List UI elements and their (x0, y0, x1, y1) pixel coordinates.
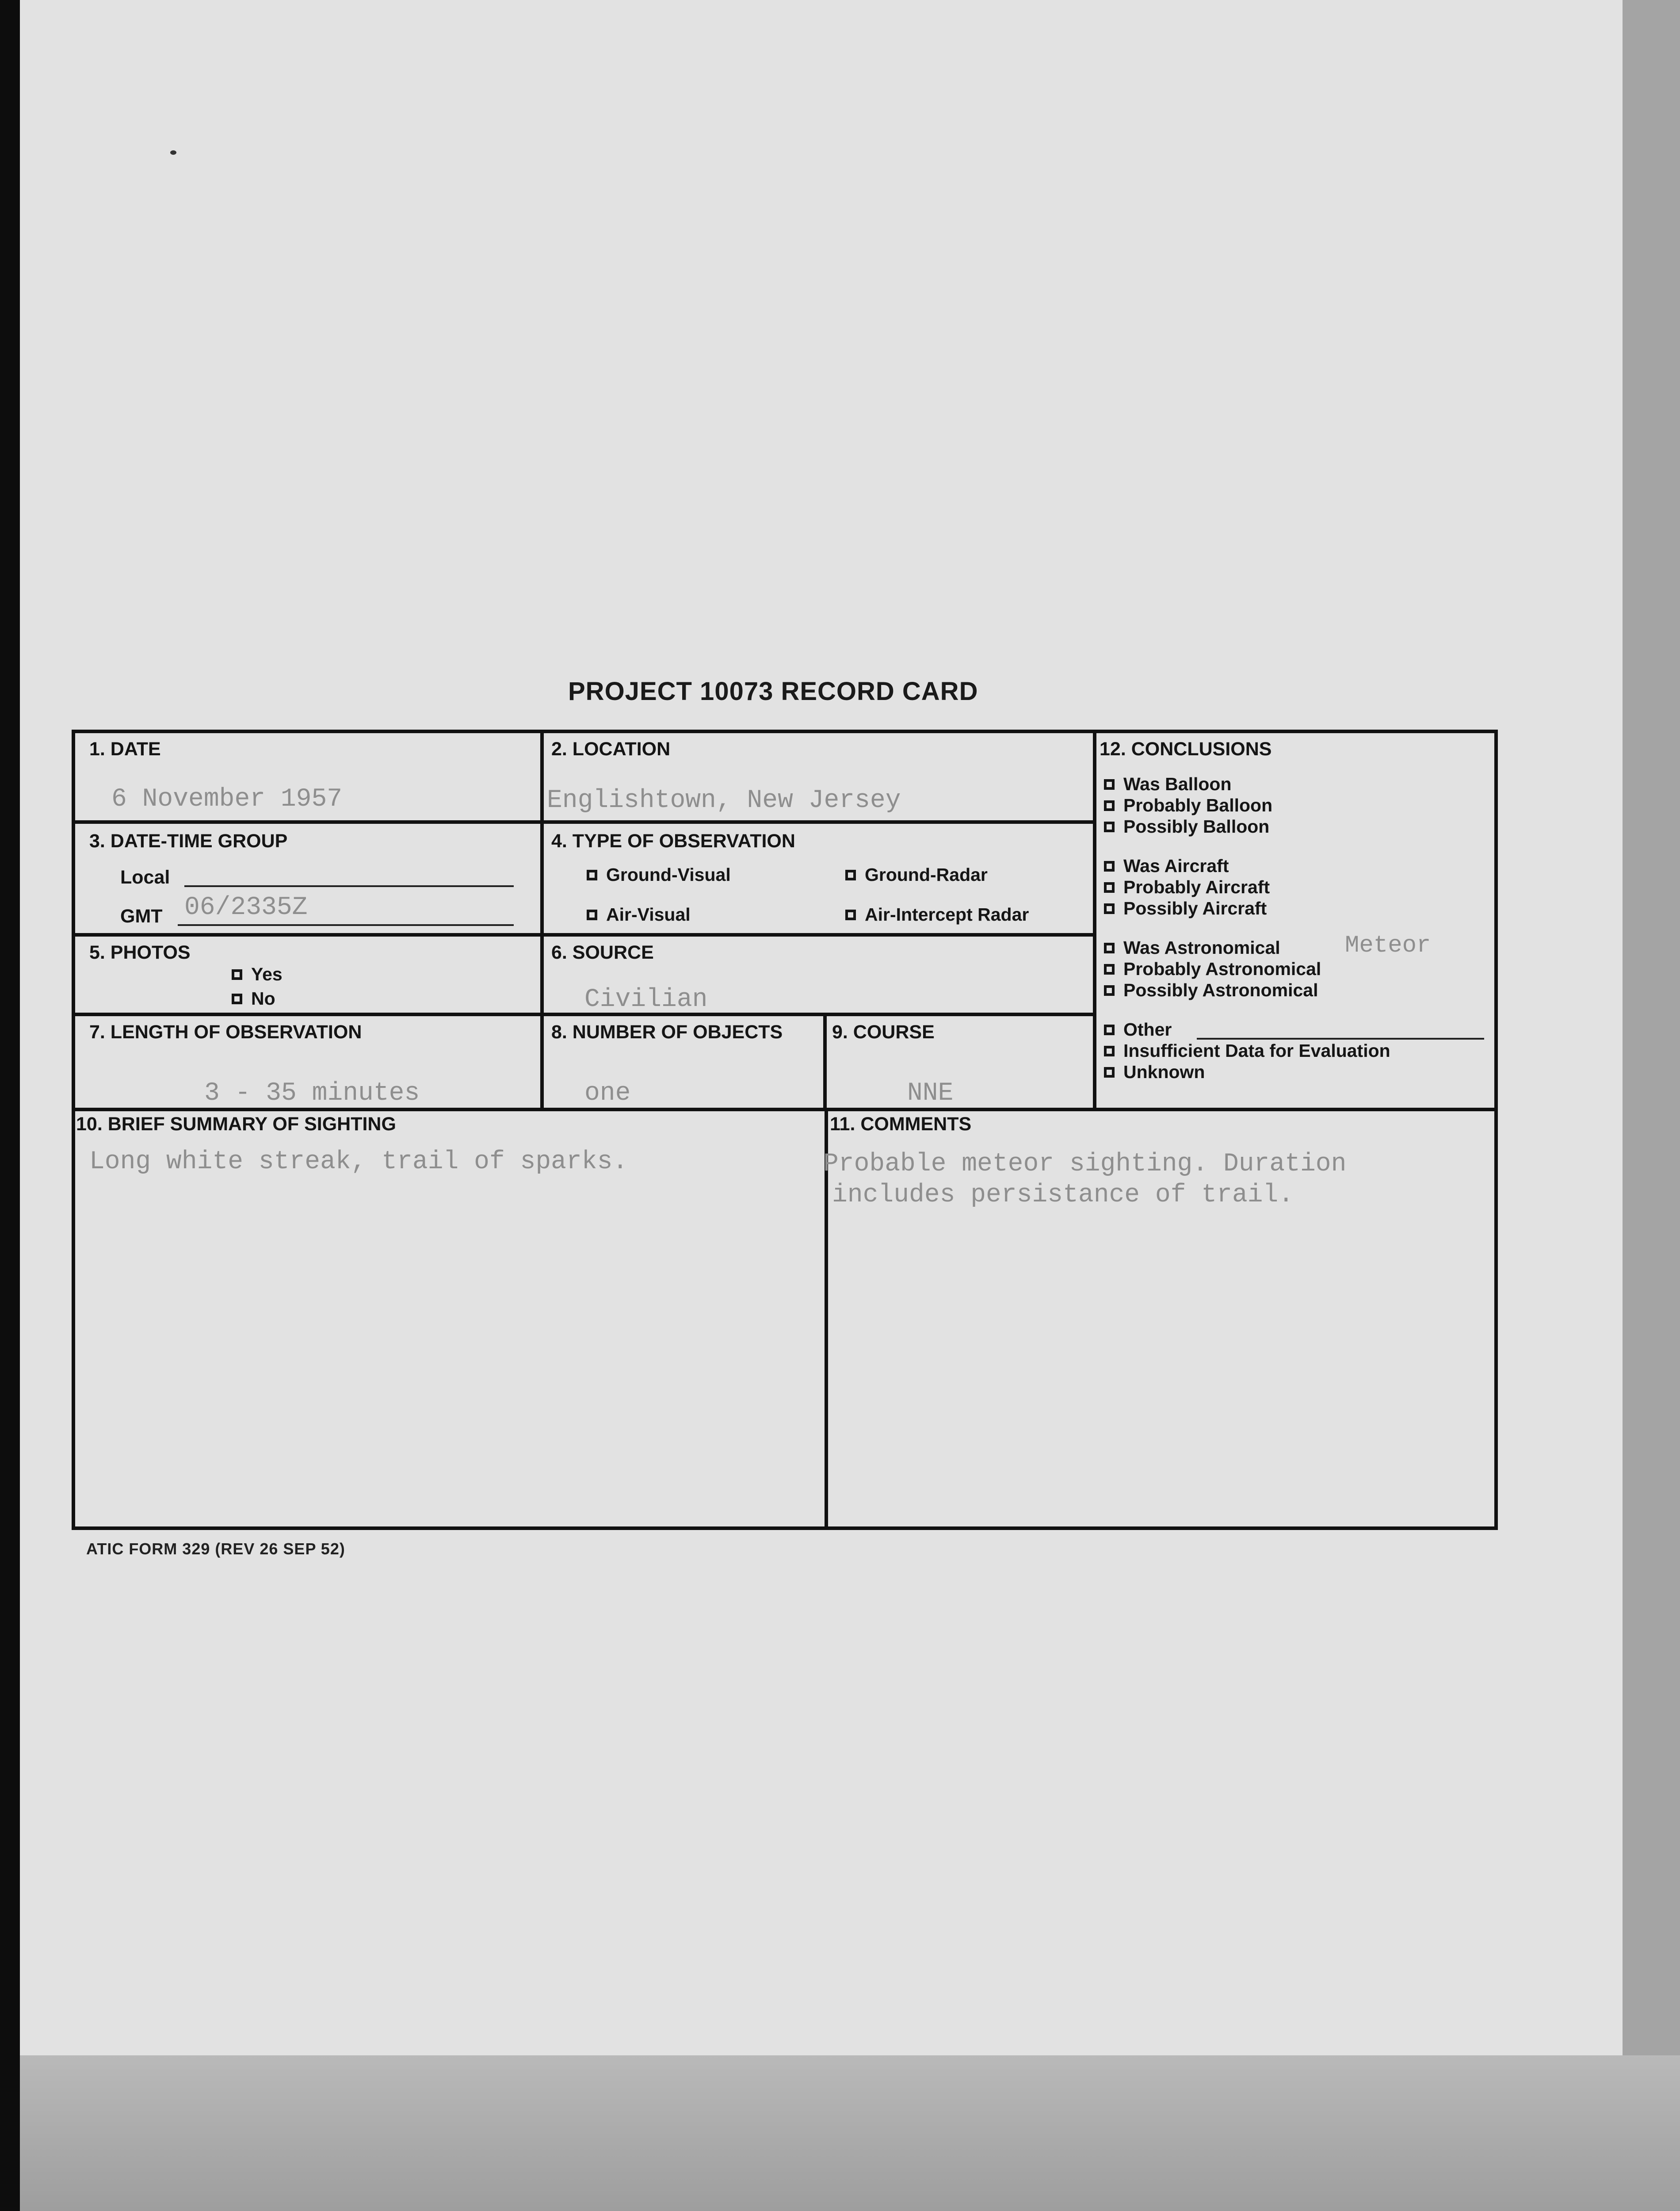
length-of-observation-label: 7. LENGTH OF OBSERVATION (89, 1021, 362, 1043)
checkbox-icon (1104, 1025, 1115, 1035)
comments-line-2: includes persistance of trail. (832, 1181, 1294, 1209)
checkbox-icon (1104, 779, 1115, 790)
course-label: 9. COURSE (832, 1021, 935, 1043)
conclusion-possibly-balloon[interactable]: Possibly Balloon (1104, 816, 1269, 837)
photos-option-yes[interactable]: Yes (232, 964, 283, 985)
type-of-observation-label: 4. TYPE OF OBSERVATION (551, 830, 795, 852)
comments-line-1: Probable meteor sighting. Duration (823, 1150, 1347, 1178)
conclusion-possibly-astronomical[interactable]: Possibly Astronomical (1104, 980, 1318, 1001)
local-label: Local (120, 867, 170, 888)
date-label: 1. DATE (89, 738, 161, 760)
checkbox-icon (845, 870, 856, 880)
record-card-title: PROJECT 10073 RECORD CARD (568, 677, 978, 706)
checkbox-icon (1104, 800, 1115, 811)
conclusion-probably-aircraft[interactable]: Probably Aircraft (1104, 877, 1270, 898)
divider (72, 820, 1093, 824)
observation-option-air-intercept-radar[interactable]: Air-Intercept Radar (845, 904, 1029, 925)
location-label: 2. LOCATION (551, 738, 671, 760)
checkbox-icon (1104, 964, 1115, 975)
conclusion-was-astronomical[interactable]: Was Astronomical (1104, 937, 1280, 958)
other-line (1197, 1038, 1484, 1040)
checkbox-icon (1104, 943, 1115, 953)
checkbox-icon (587, 870, 597, 880)
conclusions-label: 12. CONCLUSIONS (1100, 738, 1272, 760)
brief-summary-label: 10. BRIEF SUMMARY OF SIGHTING (76, 1113, 396, 1135)
number-of-objects-value: one (584, 1079, 631, 1108)
checkbox-icon (587, 910, 597, 920)
gmt-value: 06/2335Z (184, 893, 308, 922)
brief-summary-value: Long white streak, trail of sparks. (89, 1148, 628, 1176)
local-line (184, 885, 514, 887)
divider (72, 1108, 1498, 1111)
date-time-group-label: 3. DATE-TIME GROUP (89, 830, 288, 852)
observation-option-ground-radar[interactable]: Ground-Radar (845, 865, 988, 885)
date-value: 6 November 1957 (111, 785, 343, 814)
divider (823, 1013, 827, 1108)
photos-option-no[interactable]: No (232, 988, 275, 1009)
scan-background (20, 2055, 1680, 2211)
checkbox-icon (1104, 1046, 1115, 1056)
length-of-observation-value: 3 - 35 minutes (204, 1079, 420, 1108)
conclusion-was-balloon[interactable]: Was Balloon (1104, 774, 1232, 795)
checkbox-icon (232, 994, 242, 1004)
checkbox-icon (1104, 861, 1115, 872)
checkbox-icon (232, 969, 242, 980)
photos-label: 5. PHOTOS (89, 942, 191, 963)
scan-edge (1623, 0, 1680, 2055)
source-label: 6. SOURCE (551, 942, 654, 963)
form-number: ATIC FORM 329 (REV 26 SEP 52) (86, 1540, 345, 1558)
conclusion-was-aircraft[interactable]: Was Aircraft (1104, 856, 1229, 876)
comments-label: 11. COMMENTS (830, 1113, 972, 1135)
divider (72, 1013, 1093, 1016)
conclusion-unknown[interactable]: Unknown (1104, 1062, 1205, 1083)
observation-option-air-visual[interactable]: Air-Visual (587, 904, 691, 925)
checkbox-icon (1104, 1067, 1115, 1078)
location-value: Englishtown, New Jersey (547, 786, 901, 815)
divider (1093, 730, 1096, 1108)
record-card (72, 730, 1498, 1529)
conclusion-probably-balloon[interactable]: Probably Balloon (1104, 795, 1272, 816)
astronomical-note: Meteor (1345, 932, 1431, 959)
source-value: Civilian (584, 985, 708, 1014)
observation-option-ground-visual[interactable]: Ground-Visual (587, 865, 731, 885)
conclusion-probably-astronomical[interactable]: Probably Astronomical (1104, 959, 1321, 979)
gmt-label: GMT (120, 906, 163, 927)
dust-speck (170, 150, 176, 155)
checkbox-icon (1104, 882, 1115, 893)
checkbox-icon (1104, 903, 1115, 914)
checkbox-icon (1104, 985, 1115, 996)
course-value: NNE (907, 1079, 954, 1108)
conclusion-possibly-aircraft[interactable]: Possibly Aircraft (1104, 898, 1267, 919)
conclusion-insufficient-data[interactable]: Insufficient Data for Evaluation (1104, 1040, 1390, 1061)
divider (540, 730, 544, 1108)
divider (72, 933, 1093, 937)
checkbox-icon (1104, 822, 1115, 832)
checkbox-icon (845, 910, 856, 920)
conclusion-other[interactable]: Other (1104, 1019, 1172, 1040)
number-of-objects-label: 8. NUMBER OF OBJECTS (551, 1021, 783, 1043)
gmt-line (178, 924, 514, 926)
